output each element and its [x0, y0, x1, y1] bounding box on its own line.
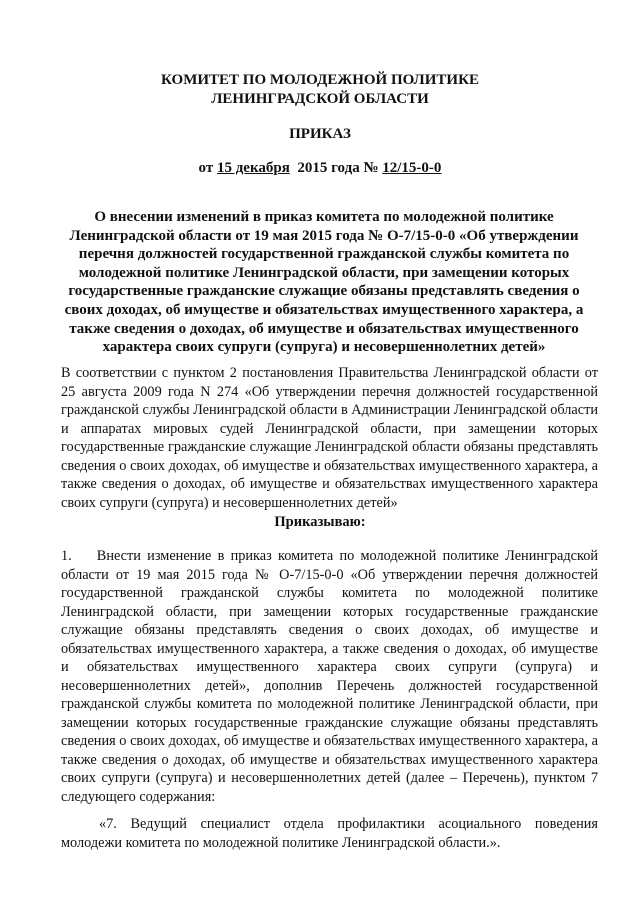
- year-text: 2015 года №: [297, 160, 379, 176]
- preamble-paragraph: В соответствии с пунктом 2 постановления Правительства Ленинградской области от 25 августа 2009 года N 274 «Об утверждении перечня должностей государственной гражданской службы Ленинградской области в Администрации Ленинградской области и аппаратах мировых судей Ленинградской области, при замещении которых государственные гражданские служащие Ленинградской области обязаны представлять сведения о своих доходах, об имуществе и обязательствах имущественного характера, а также сведения о доходах, об имуществе и обязательствах имущественного характера своих супруги (супруга) и несовершеннолетних детей»: [61, 365, 598, 511]
- organization-heading: [0, 71, 640, 109]
- organization-line-1: КОМИТЕТ ПО МОЛОДЕЖНОЙ ПОЛИТИКЕ: [161, 72, 479, 88]
- order-item-1-quote: «7. Ведущий специалист отдела профилактики асоциального поведения молодежи комитета по молодежной политике Ленинградской области.».: [61, 816, 598, 851]
- document-type-title: ПРИКАЗ: [289, 126, 351, 142]
- document-number: 12/15-0-0: [382, 160, 442, 176]
- order-item-1: 1. Внести изменение в приказ комитета по молодежной политике Ленинградской области от 19 мая 2015 года № О-7/15-0-0 «Об утверждении перечня должностей государственной гражданской службы комитета по молодежной политике Ленинградской области, при замещении которых государственные гражданские служащие обязаны представлять сведения о своих доходах, об имуществе и обязательствах имущественного характера, а также сведения о доходах, об имуществе и обязательствах имущественного характера своих супруги (супруга) и несовершеннолетних детей», дополнив Перечень должностей государственной гражданской службы комитета по молодежной политике Ленинградской области, при замещении которых государственные гражданские служащие обязаны представлять сведения о своих доходах, об имуществе и обязательствах имущественного характера, а также сведения о доходах, об имуществе и обязательствах имущественного характера своих супруги (супруга) и несовершеннолетних детей (далее – Перечень), пунктом 7 следующего содержания:: [61, 548, 598, 805]
- date-value: 15 декабря: [216, 160, 290, 176]
- date-prefix: от: [198, 160, 214, 176]
- organization-line-2: ЛЕНИНГРАДСКОЙ ОБЛАСТИ: [211, 91, 429, 107]
- date-number-line: [0, 159, 640, 178]
- document-subject: О внесении изменений в приказ комитета по молодежной политике Ленинградской области от 19 мая 2015 года № О-7/15-0-0 «Об утверждении перечня должностей государственной гражданской службы комитета по молодежной политике Ленинградской области, при замещении которых государственные гражданские служащие обязаны представлять сведения о своих доходах, об имуществе и обязательствах имущественного характера, а также сведения о доходах, об имуществе и обязательствах имущественного характера своих супруги (супруга) и несовершеннолетних детей»: [64, 209, 584, 356]
- orders-heading: Приказываю:: [274, 514, 366, 530]
